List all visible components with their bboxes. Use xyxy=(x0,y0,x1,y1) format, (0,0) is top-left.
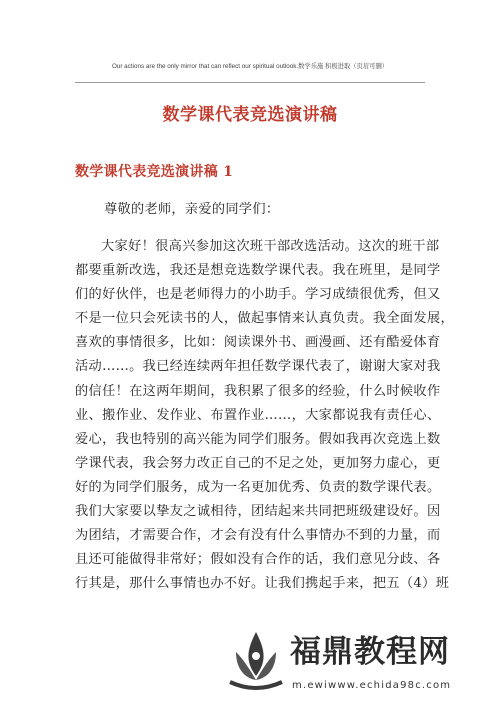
body-line: 都要重新改选，我还是想竞选数学课代表。我在班里，是同学 xyxy=(75,263,441,279)
watermark-site-name: 福鼎教程网 xyxy=(290,634,450,670)
section-heading: 数学课代表竞选演讲稿 1 xyxy=(75,164,234,180)
body-line: 为团结，才需要合作，才会有没有什么事情办不到的力量，而 xyxy=(75,528,441,544)
watermark-url: m.ewiwww.echida98c.com xyxy=(292,680,452,691)
greeting-line: 尊敬的老师，亲爱的同学们： xyxy=(104,202,280,217)
header-divider xyxy=(75,82,425,83)
body-line: 好的为同学们服务，成为一名更加优秀、负责的数学课代表。 xyxy=(75,479,441,495)
document-title: 数学课代表竞选演讲稿 xyxy=(162,105,338,125)
body-paragraph xyxy=(75,235,455,596)
body-line: 的信任！在这两年期间，我积累了很多的经验，什么时候收作 xyxy=(75,383,441,399)
body-line: 学课代表，我会努力改正自己的不足之处，更加努力虚心，更 xyxy=(75,455,441,471)
body-line: 不是一位只会死读书的人，做起事情来认真负责。我全面发展， xyxy=(75,311,455,327)
body-line: 业、搬作业、发作业、布置作业……，大家都说我有责任心、 xyxy=(75,407,441,423)
page-header-text: Our actions are the only mirror that can reflect our spiritual outlook.数学乐施 积极进取（页眉可删） xyxy=(111,63,389,70)
body-line: 大家好！很高兴参加这次班干部改选活动。这次的班干部 xyxy=(101,239,440,254)
body-line: 们的好伙伴，也是老师得力的小助手。学习成绩很优秀，但又 xyxy=(75,287,441,303)
body-line: 行其是，那什么事情也办不好。让我们携起手来，把五（4）班 xyxy=(75,576,450,592)
body-line: 活动……。我已经连续两年担任数学课代表了，谢谢大家对我 xyxy=(75,359,441,375)
body-line: 喜欢的事情很多，比如：阅读课外书、画漫画、还有酷爱体育 xyxy=(75,335,441,351)
site-watermark xyxy=(222,622,494,704)
watermark-logo-icon xyxy=(222,626,290,696)
body-line: 且还可能做得非常好；假如没有合作的话，我们意见分歧、各 xyxy=(75,552,441,568)
body-line: 爱心，我也特别的高兴能为同学们服务。假如我再次竞选上数 xyxy=(75,431,441,447)
body-line: 我们大家要以挚友之诚相待，团结起来共同把班级建设好。因 xyxy=(75,504,441,520)
